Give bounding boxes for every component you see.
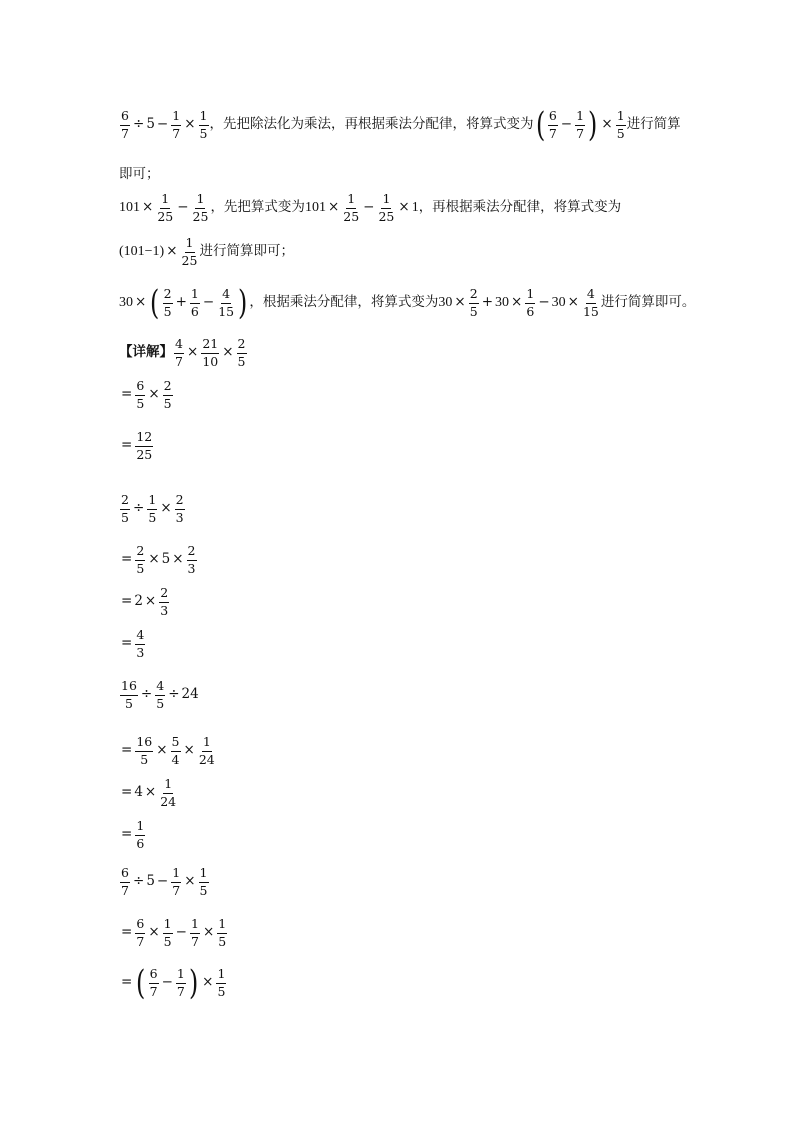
fraction: $\frac{2}{5}$ [136,543,145,576]
detail-p2-line2 [119,545,198,575]
plus-sign: + [481,294,493,311]
times-sign: × [398,199,410,216]
left-paren: ( [535,105,545,145]
fraction: $\frac{1}{5}$ [163,916,172,949]
fraction: $\frac{6}{7}$ [136,916,145,949]
fraction: $\frac{2}{5}$ [469,286,478,319]
number: 5 [161,551,171,568]
detail-p4-line1 [119,867,210,897]
analysis-line-4 [119,283,696,323]
times-sign: × [454,294,466,311]
analysis-text: ，再根据乘法分配律，将算式变为 [418,199,622,216]
equals-sign: = [121,635,133,652]
fraction: $\frac{4}{15}$ [582,286,599,319]
fraction: $\frac{4}{5}$ [156,678,165,711]
divide-sign: ÷ [133,873,145,890]
number: 101 [304,200,326,215]
minus-sign: − [202,294,215,311]
fraction: $\frac{12}{25}$ [136,429,153,462]
times-sign: × [148,551,160,568]
analysis-text: ，先把除法化为乘法，再根据乘法分配律，将算式变为 [209,116,534,133]
detail-p1-line3 [119,431,154,461]
fraction: $\frac{21}{10}$ [202,336,219,369]
number: 5 [146,873,155,890]
minus-sign: − [538,294,550,311]
times-sign: × [184,116,196,133]
detail-p1-line2 [119,380,174,410]
detail-p4-line3 [119,963,227,1003]
minus-sign: − [177,199,189,216]
analysis-text: 进行简算即可； [199,243,294,260]
detail-label: 【详解】 [119,344,173,361]
fraction: $\frac{1}{6}$ [190,286,199,319]
analysis-line-1-cont: 即可； [119,166,160,182]
fraction: $\frac{4}{15}$ [218,286,235,319]
right-paren: ) [188,963,199,1003]
fraction: $\frac{1}{7}$ [172,108,181,141]
times-sign: × [327,199,340,216]
fraction: $\frac{2}{3}$ [175,492,184,525]
times-sign: × [148,924,160,941]
number: 30 [119,295,133,310]
fraction: $\frac{1}{25}$ [378,191,395,224]
fraction: $\frac{6}{7}$ [548,108,557,141]
fraction: $\frac{6}{7}$ [121,865,129,898]
analysis-text: 进行简算即可。 [600,294,696,311]
times-sign: × [511,294,523,311]
times-sign: × [166,243,178,260]
divide-sign: ÷ [168,686,180,703]
times-sign: × [172,551,184,568]
detail-p1-line1 [119,338,248,368]
analysis-text: ，根据乘法分配律，将算式变为 [249,294,439,311]
times-sign: × [144,593,157,610]
minus-sign: − [560,116,573,133]
times-sign: × [202,974,214,991]
fraction: $\frac{1}{7}$ [576,108,585,141]
fraction: $\frac{1}{7}$ [176,966,185,999]
detail-p4-line2 [119,918,228,948]
analysis-line-2 [119,193,621,223]
minus-sign: − [156,873,169,890]
equals-sign: = [121,437,133,454]
times-sign: × [135,294,147,311]
times-sign: × [567,294,579,311]
number: 24 [181,686,199,703]
equals-sign: = [121,974,133,991]
detail-p3-line4 [119,820,146,850]
fraction: $\frac{2}{5}$ [163,378,172,411]
analysis-text: 进行简算 [626,116,681,133]
fraction: $\frac{1}{6}$ [136,818,145,851]
equals-sign: = [121,386,133,403]
number: 1 [411,200,419,215]
equals-sign: = [121,924,133,941]
fraction: $\frac{16}{5}$ [136,734,153,767]
equals-sign: = [121,784,133,801]
detail-p2-line1 [119,494,186,524]
times-sign: × [160,500,172,517]
fraction: $\frac{16}{5}$ [121,678,137,711]
fraction: $\frac{1}{25}$ [192,191,209,224]
equals-sign: = [121,742,133,759]
fraction: $\frac{1}{5}$ [218,916,227,949]
fraction: $\frac{1}{25}$ [343,191,360,224]
fraction: $\frac{1}{5}$ [616,108,625,141]
expression: (101−1) [119,244,165,259]
fraction: $\frac{2}{5}$ [163,286,172,319]
left-paren: ( [150,283,160,323]
fraction: $\frac{1}{24}$ [160,776,177,809]
analysis-text: ，先把算式变为 [210,199,305,216]
fraction: $\frac{1}{5}$ [217,966,226,999]
fraction: $\frac{1}{5}$ [148,492,157,525]
times-sign: × [144,784,157,801]
number: 30 [551,295,566,310]
fraction: $\frac{2}{5}$ [237,336,246,369]
number: 2 [134,593,143,610]
fraction: $\frac{6}{7}$ [121,108,129,141]
left-paren: ( [136,963,146,1003]
number: 4 [134,784,143,801]
minus-sign: − [161,974,173,991]
analysis-line-1 [119,105,681,145]
fraction: $\frac{1}{25}$ [157,191,174,224]
fraction: $\frac{6}{7}$ [149,966,158,999]
times-sign: × [183,742,195,759]
times-sign: × [202,924,215,941]
times-sign: × [148,386,160,403]
fraction: $\frac{1}{5}$ [199,108,208,141]
times-sign: × [184,873,196,890]
fraction: $\frac{4}{7}$ [175,336,183,369]
equals-sign: = [121,593,133,610]
equals-sign: = [121,551,133,568]
fraction: $\frac{1}{25}$ [181,235,198,268]
fraction: $\frac{4}{3}$ [136,627,145,660]
fraction: $\frac{2}{3}$ [187,543,196,576]
times-sign: × [187,344,199,361]
detail-p2-line3 [119,587,170,617]
fraction: $\frac{2}{3}$ [160,585,169,618]
equals-sign: = [121,826,133,843]
times-sign: × [601,116,613,133]
minus-sign: − [175,924,187,941]
times-sign: × [156,742,168,759]
fraction: $\frac{5}{4}$ [171,734,180,767]
fraction: $\frac{1}{7}$ [190,916,199,949]
minus-sign: − [363,199,375,216]
detail-p2-line4 [119,629,146,659]
plus-sign: + [175,294,187,311]
fraction: $\frac{2}{5}$ [121,492,129,525]
fraction: $\frac{1}{5}$ [199,865,208,898]
fraction: $\frac{1}{7}$ [172,865,181,898]
number: 101 [119,200,140,215]
fraction: $\frac{6}{5}$ [136,378,145,411]
detail-p3-line2 [119,736,217,766]
number: 5 [146,116,155,133]
divide-sign: ÷ [133,116,145,133]
analysis-line-3 [119,237,294,267]
fraction: $\frac{1}{6}$ [526,286,535,319]
number: 30 [495,295,509,310]
fraction: $\frac{1}{24}$ [198,734,215,767]
right-paren: ) [238,283,248,323]
divide-sign: ÷ [133,500,145,517]
number: 30 [438,295,453,310]
detail-p3-line3 [119,778,178,808]
detail-p3-line1 [119,680,199,710]
minus-sign: − [156,116,169,133]
right-paren: ) [588,105,598,145]
times-sign: × [222,344,234,361]
times-sign: × [142,199,154,216]
divide-sign: ÷ [140,686,153,703]
